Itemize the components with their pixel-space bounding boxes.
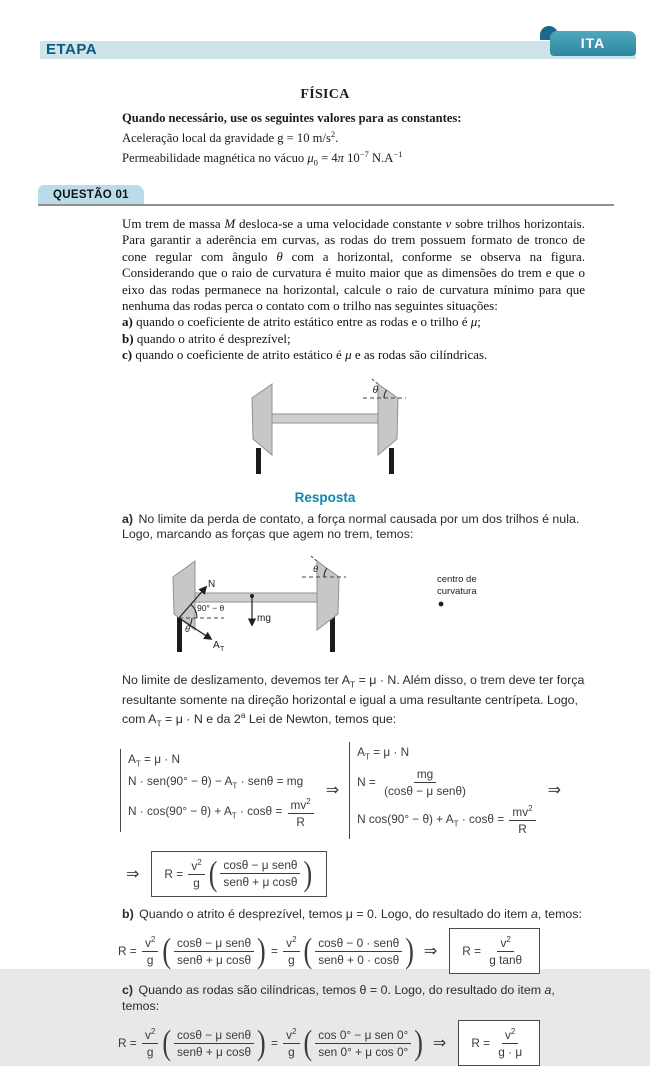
math-txt: $v^2$ [286,1027,297,1043]
brand-logo: ETAPA [46,41,98,58]
axle [195,593,317,602]
math-row [188,858,204,875]
answer-text: Quando as rodas são cilíndricas, temos θ = 0. Logo, do resultado do item a, temos: [122,983,555,1013]
math-txt: senθ + μ cosθ [223,875,298,890]
math-txt: R [296,814,305,829]
answer-text: Quando o atrito é desprezível, temos μ = 0. Logo, do resultado do item a, temos: [139,906,582,921]
question-tab: QUESTÃO 01 [38,185,144,204]
math-row [172,936,256,967]
math-arr: ⇒ [126,865,140,883]
math-txt: $v^2$ [144,1027,156,1043]
math-arr: ⇒ [547,782,562,800]
math-frac [142,935,158,967]
math-frac [288,797,314,829]
item-marker: b) [122,330,134,346]
math-txt: R = [462,944,485,959]
math-row [220,874,300,889]
paren: ) [257,931,266,971]
math-frac [142,1027,158,1059]
math-frac [188,858,204,890]
answer-paragraph-b [122,907,592,923]
subject-title: FÍSICA [300,87,350,102]
resposta-heading: Resposta [294,489,356,505]
math-row [509,804,535,821]
math-txt: senθ + μ cosθ [177,1044,252,1059]
question-tab-row [38,185,614,206]
math-row [118,851,331,897]
math-txt: g [146,953,154,968]
math-row [285,1044,298,1059]
math-arr: ⇒ [325,782,340,800]
math-frac [174,1028,254,1059]
paren: ( [162,1023,172,1063]
math-frac [174,936,254,967]
constants-block [122,110,592,171]
math-row [174,1044,254,1059]
math-txt: cosθ − μ senθ [223,858,298,873]
answer-paragraph-sliding: No limite de deslizamento, devemos ter $A_T = \mu \cdot N$. Além disso, o trem deve ter força resultante somente na direção horizontal e igual a uma resultante centrípeta. Logo, com $A_T = \mu \cdot N$ e da 2$^a$ Lei de Newton, temos que: [122,672,585,729]
constants-line-permeability: Permeabilidade magnética no vácuo $\mu_0 = 4\pi$ $10^{-7}$ $N.A^{-1}$ [122,149,403,168]
force-At-label: A [213,639,220,651]
paren: ( [303,1023,313,1063]
math-sys [349,742,538,839]
math-box [458,1020,540,1066]
math-row [315,952,402,967]
math-txt: cosθ − μ senθ [177,1027,252,1042]
rail-left [177,617,182,652]
axle [272,414,378,423]
math-txt: cosθ − 0 · senθ [318,935,400,950]
math-txt: $v^2$ [286,935,297,951]
wheel-right [378,384,398,455]
math-txt: g · μ [498,1045,523,1060]
math-row [288,797,314,814]
math-txt: $mv^2$ [290,796,311,812]
math-txt: = [267,944,282,959]
math-frac [486,935,525,967]
math-par [161,1023,266,1063]
math-row [315,1044,411,1059]
paren: ) [257,1023,266,1063]
angle-90-label: 90° − θ [197,602,225,613]
wheel-left [252,384,272,455]
math-txt: g [146,1045,154,1060]
force-N-label: N [208,578,216,590]
paren: ) [405,931,414,971]
math-row [313,1028,413,1059]
page-header [0,0,650,70]
math-row [283,935,299,952]
equation-result-a [118,851,650,897]
math-txt: R = [118,1036,140,1051]
math-row [293,814,308,829]
math-row [495,1044,525,1059]
math-txt: g [193,875,200,890]
math-row [190,875,203,890]
equation-b [118,928,650,974]
math-txt: cosθ − μ senθ [177,935,252,950]
figure-forces-diagram [140,551,500,659]
question-item-b [122,331,585,347]
math-txt: $A_T = \mu \cdot N$ [128,751,181,769]
math-frac [381,767,469,798]
math-frac [283,935,299,967]
question-body: Um trem de massa M desloca-se a uma velocidade constante v sobre trilhos horizontais. Para garantir a aderência em curvas, as rodas do trem possuem formato de tronco de cone regular com ângulo θ com a horizontal, conforme se observa na figura. Considerando que o raio de curvatura é muito maior que as dimensões do trem e que o eixo das rodas permanece na horizontal, calcule o raio de curvatura mínimo para que nenhuma das rodas perca o contato com o trilho nas seguintes situações: [122,215,585,313]
math-row [118,1020,544,1066]
math-txt: $N \cdot \cos(90^\circ - \theta) + A_T \cdot \cos\theta$ = [128,804,286,821]
math-row [285,952,298,967]
math-txt: senθ + μ cosθ [177,952,252,967]
math-row [128,797,316,829]
math-row [142,935,158,952]
math-txt: $A_T = \mu \cdot N$ [357,744,410,761]
math-txt: R [518,821,527,836]
math-frac [315,936,402,967]
math-arr: ⇒ [423,943,438,961]
math-row [144,952,157,967]
math-box [151,851,327,897]
math-row [381,783,469,798]
math-row [174,1028,254,1044]
paren: ) [414,1023,423,1063]
math-row [486,952,525,967]
math-txt: $v^2$ [144,935,156,951]
math-txt: g [288,1045,295,1060]
math-row [218,858,302,889]
math-txt: g [288,953,295,968]
answer-text: No limite da perda de contato, a força normal causada por um dos trilhos é nula. Logo, marcando as forças que agem no trem, temos: [122,511,580,542]
wheel-right [317,561,339,630]
math-row [471,1027,527,1059]
math-txt: R = [471,1036,494,1051]
math-row [128,774,303,790]
item-text: quando o atrito é desprezível; [136,330,291,346]
math-txt: $v^2$ [191,857,202,873]
math-box [449,928,540,974]
math-txt: $v^2$ [500,935,511,951]
math-row [174,936,254,952]
math-frac [509,804,535,836]
math-row [414,767,436,783]
curvature-center-label-2: curvatura [437,585,477,597]
curvature-center-dot [439,601,444,606]
rail-left [256,448,261,474]
rail-right [330,617,335,652]
math-txt: senθ + 0 · cosθ [318,952,400,967]
math-row [357,767,471,798]
math-txt: cos 0° − μ sen 0° [318,1027,409,1042]
math-txt: mg [416,766,434,781]
math-txt: R = [164,866,187,881]
curvature-center-label-1: centro de [437,573,477,585]
item-text: quando o coeficiente de atrito estático entre as rodas e o trilho é μ; [136,314,481,330]
cone-extension-dashed [372,379,378,384]
math-frac [315,1028,411,1059]
math-row [164,853,314,893]
math-row [220,858,300,874]
question-item-a [122,314,585,330]
math-row [315,936,402,952]
math-par [303,931,415,971]
math-row [118,928,544,974]
math-row [128,752,180,768]
math-par [303,1023,424,1063]
cone-extension-dashed [311,556,317,561]
math-row [502,1027,518,1044]
equation-system-a [118,742,650,839]
item-marker: a) [122,314,133,330]
math-row [462,935,527,967]
math-txt: g tanθ [489,953,523,968]
math-row [515,821,530,836]
ita-badge: ITA [550,31,636,56]
constants-intro: Quando necessário, use os seguintes valores para as constantes: [122,111,462,125]
paren: ( [208,853,218,893]
math-row [172,1028,256,1059]
math-txt: N $\cos(90^\circ - \theta) + A_T \cdot \cos\theta$ = [357,811,508,829]
math-row [315,1028,411,1044]
math-sys [120,749,316,832]
math-par [208,853,313,893]
math-frac [283,1027,299,1059]
item-marker: c) [122,983,134,998]
item-marker: c) [122,347,133,363]
math-par [161,931,266,971]
item-marker: a) [122,511,134,526]
math-arr: ⇒ [432,1035,447,1053]
item-text: quando o coeficiente de atrito estático é μ e as rodas são cilíndricas. [135,347,488,363]
math-txt: N = [357,775,380,790]
math-txt: = [267,1036,282,1051]
theta-bottom-label: θ [185,623,190,634]
theta-top-label: θ [313,563,318,574]
math-txt: R = [118,944,140,959]
math-row [497,935,513,952]
math-row [313,936,404,967]
math-row [357,804,538,836]
math-txt: (cosθ − μ senθ) [384,783,466,798]
force-At-sub-label: T [220,645,225,653]
math-row [118,742,569,839]
math-txt: $N \cdot sen(90^\circ - \theta) - A_T \cdot sen\theta$ = mg [128,774,304,791]
math-txt: sen 0° + μ cos 0° [318,1044,409,1059]
math-row [283,1027,299,1044]
math-frac [220,858,300,889]
math-txt: $v^2$ [505,1027,516,1043]
constants-line-gravity: Aceleração local da gravidade g = 10 $m/s^2$. [122,129,339,146]
math-frac [495,1027,525,1059]
math-row [174,952,254,967]
paren: ( [162,931,172,971]
math-txt: $mv^2$ [512,803,533,819]
math-row [142,1027,158,1044]
mg-label: mg [257,612,271,624]
math-row [144,1044,157,1059]
theta-label: θ [372,384,378,396]
item-marker: b) [122,906,134,921]
paren: ) [303,853,313,893]
rail-right [389,448,394,474]
answer-paragraph-c [122,983,592,1014]
answer-paragraph-a [122,512,592,543]
question-item-c [122,347,585,363]
paren: ( [303,931,313,971]
figure-train-wheelset [200,376,450,481]
math-row [357,745,409,761]
equation-c [118,1020,650,1066]
header-bar [40,41,636,59]
